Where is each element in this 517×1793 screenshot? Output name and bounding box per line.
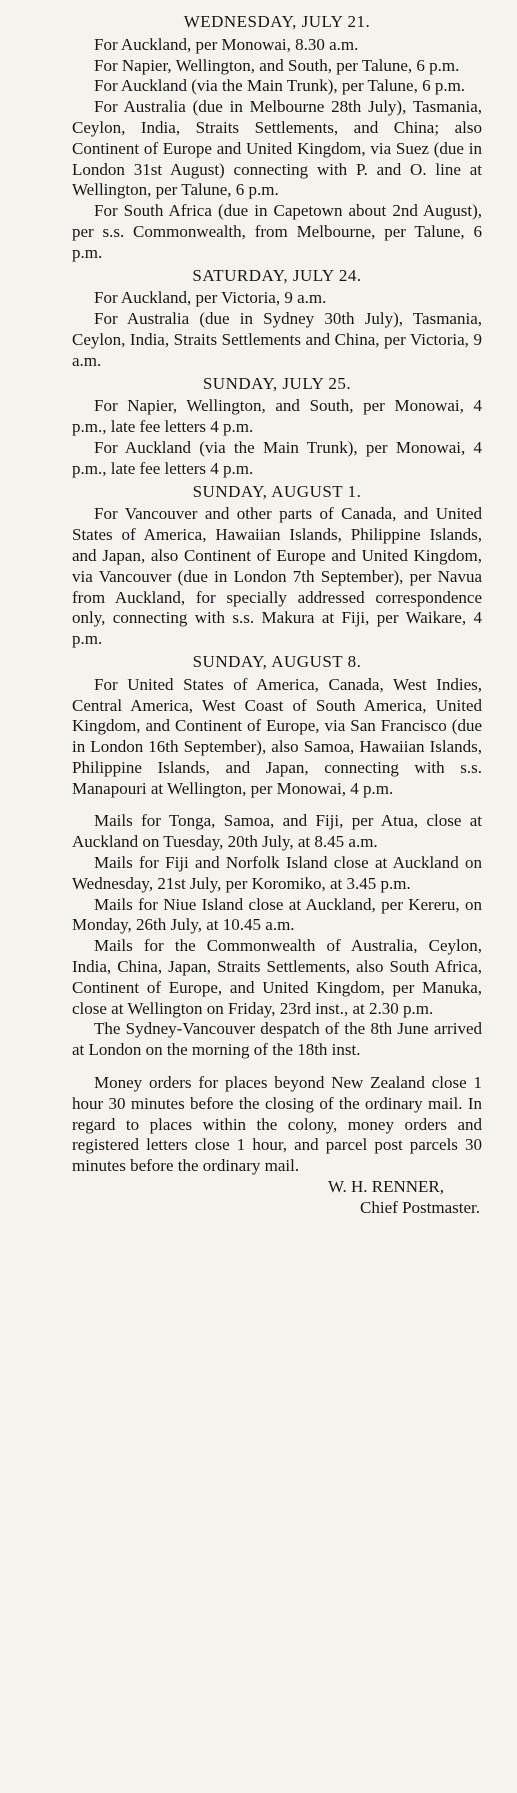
divider xyxy=(72,799,482,811)
money-orders-note: Money orders for places beyond New Zealand close 1 hour 30 minutes before the closing of the ordinary mail. In regard to places within the colony, money orders and registered letters close 1 hour, and parcel post parcels 30 minutes before the ordinary mail. xyxy=(72,1073,482,1176)
mail-entry: For Auckland, per Victoria, 9 a.m. xyxy=(94,288,327,308)
signature-title: Chief Postmaster. xyxy=(360,1197,480,1217)
mail-entry: For Napier, Wellington, and South, per Monowai, 4 p.m., late fee letters 4 p.m. xyxy=(72,396,482,437)
section-heading: SUNDAY, AUGUST 1. xyxy=(192,481,362,501)
section-sunday-august-1 xyxy=(72,482,482,650)
divider xyxy=(72,1061,482,1073)
mail-entry: For Napier, Wellington, and South, per Talune, 6 p.m. xyxy=(94,55,460,75)
mail-closing-notes xyxy=(72,811,482,1061)
mail-note: Mails for Tonga, Samoa, and Fiji, per Atua, close at Auckland on Tuesday, 20th July, at 8.45 a.m. xyxy=(72,811,482,852)
mail-entry: For Vancouver and other parts of Canada, and United States of America, Hawaiian Islands, Philippine Islands, and Japan, also Continent of Europe and United Kingdom, via Vancouver (due in London 7th September), per Navua from Auckland, for specially addressed correspondence only, connecting with s.s. Makura at Fiji, per Waikare, 4 p.m. xyxy=(72,504,482,649)
section-sunday-july-25 xyxy=(72,374,482,480)
section-heading: SATURDAY, JULY 24. xyxy=(192,265,362,285)
signature-name: W. H. RENNER, xyxy=(327,1177,444,1197)
mail-entry: For Auckland (via the Main Trunk), per Talune, 6 p.m. xyxy=(94,76,466,96)
mail-entry: For Auckland (via the Main Trunk), per Monowai, 4 p.m., late fee letters 4 p.m. xyxy=(72,437,482,478)
mail-entry: For Australia (due in Sydney 30th July), Tasmania, Ceylon, India, Straits Settlements and China, per Victoria, 9 a.m. xyxy=(72,309,482,370)
mail-note: Mails for the Commonwealth of Australia, Ceylon, India, China, Japan, Straits Settlements, also South Africa, Continent of Europe, and United Kingdom, per Manuka, close at Wellington on Friday, 23rd inst., at 2.30 p.m. xyxy=(72,936,482,1018)
mail-entry: For Australia (due in Melbourne 28th July), Tasmania, Ceylon, India, Straits Settlements, and China; also Continent of Europe and United Kingdom, via Suez (due in London 31st August) connecting with P. and O. line at Wellington, per Talune, 6 p.m. xyxy=(72,97,482,200)
section-wednesday-july-21 xyxy=(72,12,482,264)
mail-entry: For Auckland, per Monowai, 8.30 a.m. xyxy=(94,34,359,54)
mail-note: The Sydney-Vancouver despatch of the 8th June arrived at London on the morning of the 18th inst. xyxy=(72,1019,482,1060)
mail-entry: For South Africa (due in Capetown about 2nd August), per s.s. Commonwealth, from Melbourne, per Talune, 6 p.m. xyxy=(72,201,482,262)
mail-note: Mails for Fiji and Norfolk Island close at Auckland on Wednesday, 21st July, per Koromiko, at 3.45 p.m. xyxy=(72,853,482,893)
mail-note: Mails for Niue Island close at Auckland, per Kereru, on Monday, 26th July, at 10.45 a.m. xyxy=(72,894,482,935)
section-heading: WEDNESDAY, JULY 21. xyxy=(183,12,371,31)
section-heading: SUNDAY, AUGUST 8. xyxy=(192,651,362,671)
mail-entry: For United States of America, Canada, West Indies, Central America, West Coast of South America, United Kingdom, and Continent of Europe, via San Francisco (due in London 16th September), also Samoa, Hawaiian Islands, Philippine Islands, and Japan, connecting with s.s. Manapouri at Wellington, per Monowai, 4 p.m. xyxy=(72,674,482,798)
section-sunday-august-8 xyxy=(72,652,482,800)
section-heading: SUNDAY, JULY 25. xyxy=(202,373,352,393)
section-saturday-july-24 xyxy=(72,266,482,372)
mail-notice-column xyxy=(72,10,482,1219)
